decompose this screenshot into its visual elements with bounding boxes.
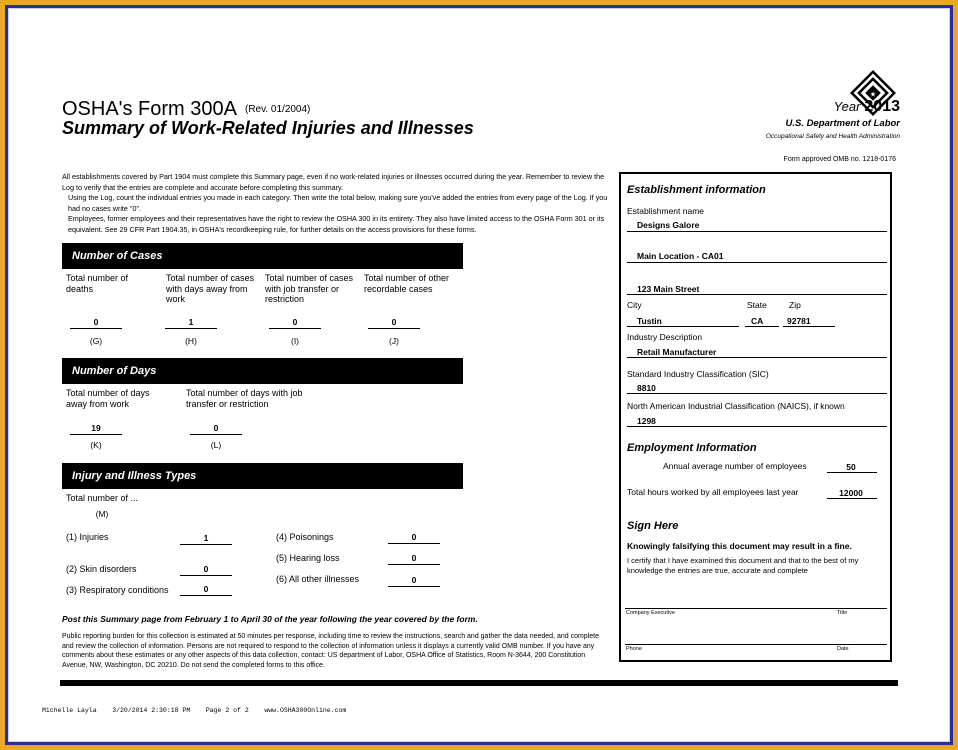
code-g: (G) (89, 336, 103, 346)
form-name-text: OSHA's Form 300A (62, 98, 237, 120)
days-away-cases-field[interactable]: 1 (165, 317, 217, 329)
company-executive-label: Company Executive (626, 610, 675, 616)
field-line (827, 498, 877, 499)
industry-label: Industry Description (627, 332, 703, 342)
avg-employees-field[interactable]: 50 (846, 462, 856, 472)
field-line (627, 426, 887, 427)
year-block (766, 98, 900, 140)
days-header: Number of Days (62, 358, 463, 384)
field-line (627, 231, 887, 232)
certification-text: I certify that I have examined this document and that to the best of my knowledge the entries are true, accurate and complete (627, 556, 859, 575)
naics-label: North American Industrial Classification (NAICS), if known (627, 401, 845, 411)
naics-field[interactable]: 1298 (637, 416, 656, 426)
other-illnesses-label: (6) All other illnesses (276, 574, 360, 584)
post-notice: Post this Summary page from February 1 to April 30 of the year following the year covered by the form. (62, 614, 478, 624)
establishment-panel (619, 172, 892, 662)
other-cases-label: Total number of other recordable cases (364, 273, 450, 294)
deaths-label: Total number of deaths (66, 273, 129, 294)
sic-label: Standard Industry Classification (SIC) (627, 369, 769, 379)
year-value: 2013 (864, 98, 900, 115)
industry-field[interactable]: Retail Manufacturer (637, 347, 717, 357)
omb-number: Form approved OMB no. 1218-0176 (783, 156, 896, 163)
year-label: Year (833, 99, 861, 114)
title-label: Title (837, 610, 848, 616)
location-field[interactable]: Main Location - CA01 (637, 251, 724, 261)
other-cases-field[interactable]: 0 (368, 317, 420, 329)
employment-title: Employment Information (627, 442, 757, 454)
respiratory-label: (3) Respiratory conditions (66, 585, 169, 595)
phone-label: Phone (626, 646, 642, 652)
respiratory-field[interactable]: 0 (180, 584, 232, 596)
transfer-cases-field[interactable]: 0 (269, 317, 321, 329)
hours-worked-field[interactable]: 12000 (839, 488, 863, 498)
department: U.S. Department of Labor (785, 118, 900, 129)
fine-warning: Knowingly falsifying this document may result in a fine. (627, 541, 852, 551)
days-away-cases-label: Total number of cases with days away from work (166, 273, 255, 304)
types-header: Injury and Illness Types (62, 463, 463, 489)
establishment-name-field[interactable]: Designs Galore (637, 220, 700, 230)
injuries-field[interactable]: 1 (180, 533, 232, 545)
code-m: (M) (95, 509, 109, 519)
form-subtitle: Summary of Work-Related Injuries and Illnesses (62, 118, 474, 138)
agency: Occupational Safety and Health Administration (765, 133, 900, 140)
field-line (627, 393, 887, 394)
code-i: (I) (290, 336, 300, 346)
deaths-field[interactable]: 0 (70, 317, 122, 329)
field-line (627, 326, 739, 327)
code-j: (J) (389, 336, 399, 346)
signature-line[interactable] (625, 608, 887, 609)
date-label: Date (837, 646, 849, 652)
state-label: State (747, 300, 767, 310)
code-l: (L) (210, 440, 222, 450)
intro-paragraph: All establishments covered by Part 1904 must complete this Summary page, even if no work-related injuries or illnesses occurred during the year. Remember to review the Log to verify that the entries are complete and accurate before completing this summary. (62, 172, 605, 192)
print-footer: Michelle Layla 3/20/2014 2:30:18 PM Page 2 of 2 www.OSHA300Online.com (42, 707, 347, 714)
hearing-loss-field[interactable]: 0 (388, 553, 440, 565)
other-illnesses-field[interactable]: 0 (388, 575, 440, 587)
intro-paragraph: Using the Log, count the individual entries you made in each category. Then write the total below, making sure you've added the entries from every page of the Log. If you had no cases write "0". (68, 193, 608, 213)
field-line (627, 262, 887, 263)
cases-header: Number of Cases (62, 243, 463, 269)
field-line (627, 294, 887, 295)
days-transfer-field[interactable]: 0 (190, 423, 242, 435)
code-h: (H) (185, 336, 197, 346)
footer-rule (60, 680, 898, 686)
city-field[interactable]: Tustin (637, 316, 662, 326)
days-away-field[interactable]: 19 (70, 423, 122, 435)
street-field[interactable]: 123 Main Street (637, 284, 700, 294)
burden-statement: Public reporting burden for this collection is estimated at 50 minutes per response, including time to review the instructions, search and gather the data needed, and complete and review the collection of information. Persons are not required to respond to the collection of information unless it displays a currently valid OMB number. If you have any comments about these estimates or any other aspects of this data collection, contact: US department of Labor, OSHA Office of Statistics, Room N-3644, 200 Constitution Avenue, NW, Washington, DC 20210. Do not send the completed forms to this office. (62, 633, 599, 669)
field-line (627, 357, 887, 358)
types-total-label: Total number of ... (66, 493, 139, 503)
code-k: (K) (90, 440, 102, 450)
state-field[interactable]: CA (751, 316, 764, 326)
intro-paragraph: Employees, former employees and their representatives have the right to review the OSHA 300 in its entirety. They also have limited access to the OSHA Form 301 or its equivalent. See 29 CFR Part 1904.35, in OSHA's recordkeeping rule, for further details on the access provisions for these forms. (68, 214, 605, 234)
transfer-cases-label: Total number of cases with job transfer or restriction (265, 273, 354, 304)
avg-employees-label: Annual average number of employees (663, 461, 807, 471)
injuries-label: (1) Injuries (66, 532, 109, 542)
poisonings-field[interactable]: 0 (388, 532, 440, 544)
skin-disorders-field[interactable]: 0 (180, 564, 232, 576)
establishment-title: Establishment information (627, 184, 766, 196)
city-label: City (627, 300, 642, 310)
hearing-loss-label: (5) Hearing loss (276, 553, 340, 563)
phone-line[interactable] (625, 644, 887, 645)
field-line (783, 326, 835, 327)
days-away-label: Total number of days away from work (66, 388, 150, 409)
poisonings-label: (4) Poisonings (276, 532, 334, 542)
revision: (Rev. 01/2004) (244, 104, 311, 115)
establishment-name-label: Establishment name (627, 206, 705, 216)
skin-disorders-label: (2) Skin disorders (66, 564, 137, 574)
field-line (827, 472, 877, 473)
zip-field[interactable]: 92781 (787, 316, 811, 326)
svg-text:★: ★ (869, 90, 877, 99)
intro-text (62, 172, 612, 236)
field-line (745, 326, 779, 327)
sign-here-title: Sign Here (627, 520, 679, 532)
zip-label: Zip (789, 300, 801, 310)
days-transfer-label: Total number of days with job transfer or restriction (186, 388, 303, 409)
sic-field[interactable]: 8810 (637, 383, 656, 393)
hours-worked-label: Total hours worked by all employees last year (627, 487, 799, 497)
